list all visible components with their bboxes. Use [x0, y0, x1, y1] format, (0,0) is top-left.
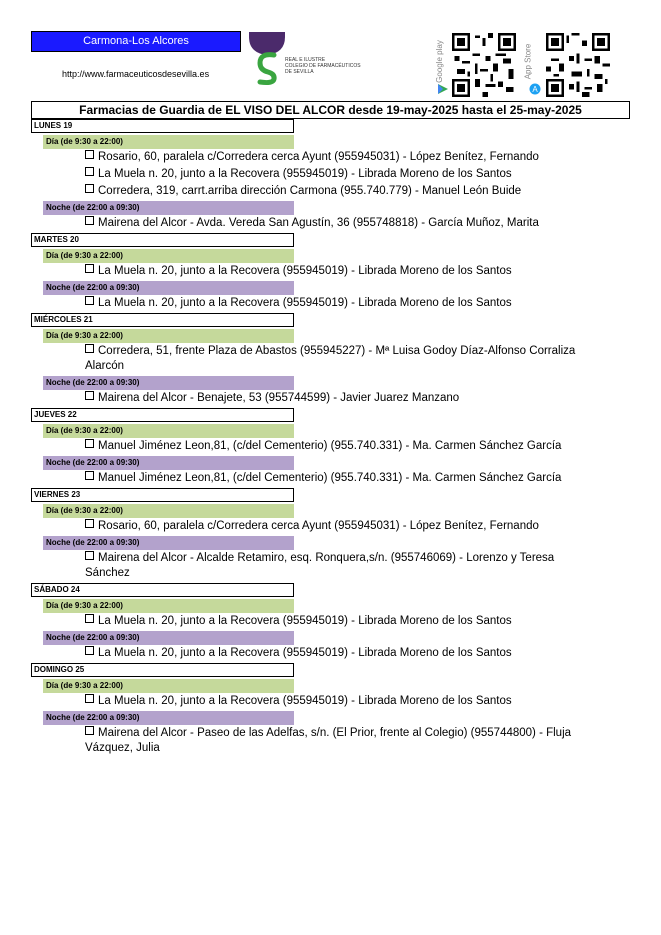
checkbox-icon [85, 471, 94, 480]
pharmacy-entry [85, 216, 590, 231]
checkbox-icon [85, 614, 94, 623]
day-block [31, 663, 631, 756]
night-shift-header: Noche (de 22:00 a 09:30) [43, 711, 294, 725]
google-play-badge[interactable]: Google play [438, 31, 448, 97]
day-header: LUNES 19 [31, 119, 294, 133]
pharmacy-entry [85, 471, 590, 486]
day-shift-header: Día (de 9:30 a 22:00) [43, 249, 294, 263]
colegio-logo [248, 31, 286, 87]
pharmacy-entry [85, 167, 590, 182]
checkbox-icon [85, 646, 94, 655]
pharmacy-entry [85, 150, 590, 165]
pharmacy-entry [85, 439, 590, 454]
night-shift-header: Noche (de 22:00 a 09:30) [43, 536, 294, 550]
night-shift-header: Noche (de 22:00 a 09:30) [43, 456, 294, 470]
pharmacy-text: Manuel Jiménez Leon,81, (c/del Cementerio) (955.740.331) - Ma. Carmen Sánchez García [98, 440, 562, 452]
checkbox-icon [85, 439, 94, 448]
day-shift-header: Día (de 9:30 a 22:00) [43, 504, 294, 518]
checkbox-icon [85, 167, 94, 176]
checkbox-icon [85, 391, 94, 400]
colegio-name: REAL E ILUSTRE COLEGIO DE FARMACÉUTICOS DE SEVILLA [285, 57, 361, 75]
day-header: DOMINGO 25 [31, 663, 294, 677]
day-shift-header: Día (de 9:30 a 22:00) [43, 679, 294, 693]
pharmacy-text: Mairena del Alcor - Benajete, 53 (955744599) - Javier Juarez Manzano [98, 392, 460, 404]
pharmacy-text: Rosario, 60, paralela c/Corredera cerca Ayunt (955945031) - López Benítez, Fernando [98, 151, 539, 163]
checkbox-icon [85, 264, 94, 273]
checkbox-icon [85, 150, 94, 159]
day-header: MIÉRCOLES 21 [31, 313, 294, 327]
checkbox-icon [85, 184, 94, 193]
pharmacy-entry [85, 726, 590, 756]
checkbox-icon [85, 344, 94, 353]
pharmacy-text: Mairena del Alcor - Paseo de las Adelfas, s/n. (El Prior, frente al Colegio) (955744800) - Fluja Vázquez, Julia [85, 727, 572, 754]
day-shift-header: Día (de 9:30 a 22:00) [43, 135, 294, 149]
pharmacy-text: La Muela n. 20, junto a la Recovera (955945019) - Librada Moreno de los Santos [98, 168, 512, 180]
website-link[interactable]: http://www.farmaceuticosdesevilla.es [62, 69, 210, 79]
day-header: SÁBADO 24 [31, 583, 294, 597]
pharmacy-text: La Muela n. 20, junto a la Recovera (955945019) - Librada Moreno de los Santos [98, 695, 512, 707]
day-shift-header: Día (de 9:30 a 22:00) [43, 599, 294, 613]
pharmacy-entry [85, 694, 590, 709]
page-title: Farmacias de Guardia de EL VISO DEL ALCOR desde 19-may-2025 hasta el 25-may-2025 [31, 101, 630, 119]
night-shift-header: Noche (de 22:00 a 09:30) [43, 376, 294, 390]
pharmacy-text: La Muela n. 20, junto a la Recovera (955945019) - Librada Moreno de los Santos [98, 647, 512, 659]
checkbox-icon [85, 519, 94, 528]
pharmacy-text: Corredera, 51, frente Plaza de Abastos (955945227) - Mª Luisa Godoy Díaz-Alfonso Corraliza Alarcón [85, 345, 576, 372]
pharmacy-text: Manuel Jiménez Leon,81, (c/del Cementerio) (955.740.331) - Ma. Carmen Sánchez García [98, 472, 562, 484]
day-block [31, 119, 631, 231]
checkbox-icon [85, 694, 94, 703]
pharmacy-entry [85, 646, 590, 661]
day-header: MARTES 20 [31, 233, 294, 247]
checkbox-icon [85, 726, 94, 735]
day-block [31, 233, 631, 311]
day-shift-header: Día (de 9:30 a 22:00) [43, 329, 294, 343]
region-label: Carmona-Los Alcores [31, 31, 241, 52]
pharmacy-text: Rosario, 60, paralela c/Corredera cerca Ayunt (955945031) - López Benítez, Fernando [98, 520, 539, 532]
guard-schedule [31, 119, 631, 758]
pharmacy-text: Mairena del Alcor - Avda. Vereda San Agustín, 36 (955748818) - García Muñoz, Marita [98, 217, 539, 229]
night-shift-header: Noche (de 22:00 a 09:30) [43, 631, 294, 645]
app-store-qr-code [546, 33, 610, 97]
app-store-icon [529, 83, 541, 95]
day-shift-header: Día (de 9:30 a 22:00) [43, 424, 294, 438]
day-block [31, 488, 631, 581]
day-block [31, 583, 631, 661]
pharmacy-text: Mairena del Alcor - Alcalde Retamiro, esq. Ronquera,s/n. (955746069) - Lorenzo y Teresa Sánchez [85, 552, 555, 579]
night-shift-header: Noche (de 22:00 a 09:30) [43, 281, 294, 295]
app-store-badge[interactable]: App Store A [530, 31, 540, 97]
pharmacy-entry [85, 614, 590, 629]
day-header: VIERNES 23 [31, 488, 294, 502]
pharmacy-entry [85, 344, 590, 374]
pharmacy-text: La Muela n. 20, junto a la Recovera (955945019) - Librada Moreno de los Santos [98, 615, 512, 627]
pharmacy-entry [85, 264, 590, 279]
day-block [31, 408, 631, 486]
pharmacy-text: Corredera, 319, carrt.arriba dirección Carmona (955.740.779) - Manuel León Buide [98, 185, 522, 197]
pharmacy-text: La Muela n. 20, junto a la Recovera (955945019) - Librada Moreno de los Santos [98, 297, 512, 309]
checkbox-icon [85, 551, 94, 560]
day-header: JUEVES 22 [31, 408, 294, 422]
pharmacy-entry [85, 296, 590, 311]
pharmacy-entry [85, 184, 590, 199]
pharmacy-entry [85, 391, 590, 406]
checkbox-icon [85, 216, 94, 225]
google-play-qr-code [452, 33, 516, 97]
checkbox-icon [85, 296, 94, 305]
pharmacy-entry [85, 551, 590, 581]
google-play-icon [437, 83, 449, 95]
night-shift-header: Noche (de 22:00 a 09:30) [43, 201, 294, 215]
pharmacy-text: La Muela n. 20, junto a la Recovera (955945019) - Librada Moreno de los Santos [98, 265, 512, 277]
pharmacy-entry [85, 519, 590, 534]
day-block [31, 313, 631, 406]
svg-text:A: A [532, 85, 538, 94]
